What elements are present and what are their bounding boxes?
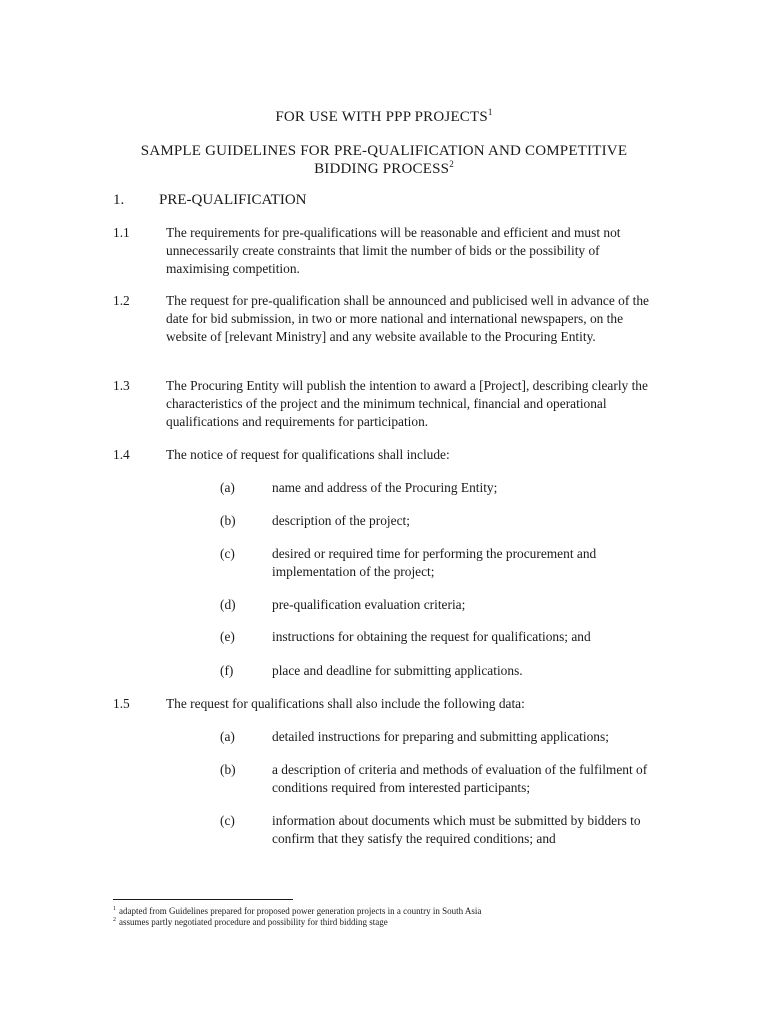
clause-1-5	[113, 695, 658, 713]
document-title	[0, 108, 768, 126]
list-item	[220, 479, 665, 497]
list-item	[220, 662, 665, 680]
list-item	[220, 761, 665, 797]
footnote-ref-1: 1	[487, 107, 493, 117]
list-item-text: place and deadline for submitting applications.	[272, 663, 523, 678]
list-item	[220, 628, 665, 646]
clause-1-4	[113, 446, 658, 464]
list-item	[220, 512, 665, 530]
document-title-text: FOR USE WITH PPP PROJECTS	[275, 109, 488, 125]
clause-text: The Procuring Entity will publish the intention to award a [Project], describing clearly the characteristics of the project and the minimum technical, financial and operational qualifications and requirements for participation.	[166, 378, 648, 429]
footnote-divider	[113, 899, 293, 900]
clause-text: The request for pre-qualification shall be announced and publicised well in advance of the date for bid submission, in two or more national and international newspapers, on the website of [relevant Ministry] and any website available to the Procuring Entity.	[166, 293, 649, 344]
list-item-label: (c)	[220, 546, 235, 561]
list-item-text: a description of criteria and methods of evaluation of the fulfilment of conditions required from interested participants;	[272, 762, 648, 795]
footnote-1	[113, 906, 481, 917]
list-item	[220, 596, 665, 614]
footnote-marker: 1	[113, 906, 116, 912]
clause-text: The request for qualifications shall also include the following data:	[166, 696, 525, 711]
footnote-ref-2: 2	[449, 159, 454, 169]
list-item	[220, 545, 665, 581]
clause-1-1	[113, 224, 658, 278]
document-subtitle-line1: SAMPLE GUIDELINES FOR PRE-QUALIFICATION AND COMPETITIVE	[140, 143, 628, 159]
clause-1-2	[113, 292, 658, 346]
list-item-text: description of the project;	[272, 513, 410, 528]
list-item-label: (e)	[220, 629, 235, 644]
clause-number: 1.4	[113, 447, 130, 462]
clause-number: 1.5	[113, 696, 130, 711]
section-number: 1.	[113, 192, 125, 208]
document-subtitle-line2-text: BIDDING PROCESS	[314, 161, 450, 177]
list-item-text: information about documents which must be submitted by bidders to confirm that they satisfy the required conditions; and	[272, 813, 641, 846]
list-item-label: (a)	[220, 729, 235, 744]
clause-1-3	[113, 377, 658, 431]
list-item	[220, 728, 665, 746]
clause-number: 1.3	[113, 378, 130, 393]
list-item	[220, 812, 665, 848]
footnote-2	[113, 917, 388, 928]
footnote-text: assumes partly negotiated procedure and possibility for third bidding stage	[119, 917, 388, 927]
list-item-label: (c)	[220, 813, 235, 828]
clause-number: 1.2	[113, 293, 130, 308]
list-item-text: name and address of the Procuring Entity;	[272, 480, 498, 495]
clause-number: 1.1	[113, 225, 130, 240]
list-item-label: (b)	[220, 762, 236, 777]
list-item-text: pre-qualification evaluation criteria;	[272, 597, 466, 612]
list-item-text: instructions for obtaining the request for qualifications; and	[272, 629, 591, 644]
list-item-label: (d)	[220, 597, 236, 612]
clause-text: The notice of request for qualifications shall include:	[166, 447, 450, 462]
section-heading-text: PRE-QUALIFICATION	[159, 192, 307, 208]
footnote-marker: 2	[113, 917, 116, 923]
footnote-text: adapted from Guidelines prepared for proposed power generation projects in a country in South Asia	[119, 906, 482, 916]
document-subtitle-line2	[0, 160, 768, 178]
list-item-label: (a)	[220, 480, 235, 495]
list-item-label: (f)	[220, 663, 234, 678]
list-item-label: (b)	[220, 513, 236, 528]
list-item-text: desired or required time for performing the procurement and implementation of the project;	[272, 546, 597, 579]
clause-text: The requirements for pre-qualifications will be reasonable and efficient and must not unnecessarily create constraints that limit the number of bids or the possibility of maximising competition.	[166, 225, 621, 276]
list-item-text: detailed instructions for preparing and submitting applications;	[272, 729, 609, 744]
